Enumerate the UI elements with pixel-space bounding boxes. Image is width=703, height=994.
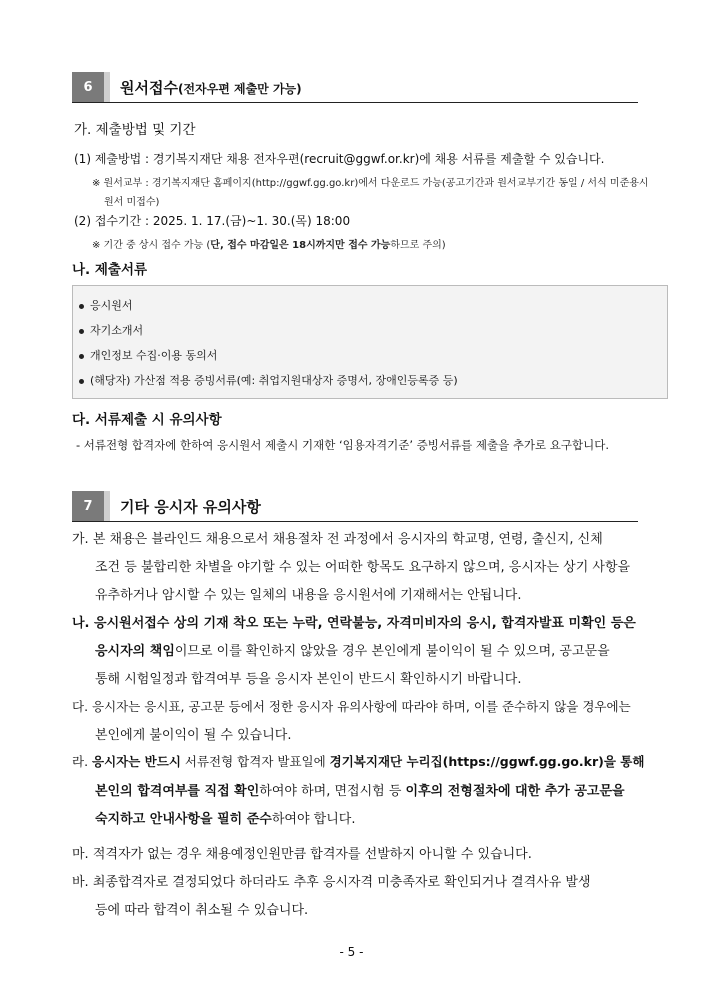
section-7-header	[72, 491, 638, 522]
bullet-icon	[79, 304, 84, 309]
paragraph-ba-1: 바. 최종합격자로 결정되었다 하더라도 추후 응시자격 미충족자로 확인되거나 결격사유 발생	[72, 875, 591, 890]
list-item: 자기소개서	[79, 322, 143, 338]
paragraph-ra-2: 본인의 합격여부를 직접 확인하여야 하며, 면접시험 등 이후의 전형절차에 대한 추가 공고문을	[95, 784, 625, 799]
paragraph-da-2: 본인에게 불이익이 될 수 있습니다.	[95, 728, 292, 743]
documents-heading: 나. 제출서류	[72, 262, 148, 278]
section-6-header	[72, 72, 638, 103]
documents-box	[72, 285, 668, 399]
notes-heading: 다. 서류제출 시 유의사항	[72, 412, 222, 428]
bullet-icon	[79, 329, 84, 334]
submission-period-note: ※ 기간 중 상시 접수 가능 (단, 접수 마감일은 18시까지만 접수 가능하므로 주의)	[92, 240, 446, 251]
paragraph-ra-3: 숙지하고 안내사항을 필히 준수하여야 합니다.	[95, 812, 356, 827]
paragraph-ga-1: 가. 본 채용은 블라인드 채용으로서 채용절차 전 과정에서 응시자의 학교명, 연령, 출신지, 신체	[72, 532, 603, 547]
paragraph-da-1: 다. 응시자는 응시표, 공고문 등에서 정한 응시자 유의사항에 따라야 하며, 이를 준수하지 않을 경우에는	[72, 699, 631, 714]
paragraph-ga-3: 유추하거나 암시할 수 있는 일체의 내용을 응시원서에 기재해서는 안됩니다.	[95, 588, 522, 603]
section-title	[120, 77, 302, 98]
page-number: - 5 -	[339, 945, 364, 959]
section-accent-bar	[104, 491, 110, 521]
bullet-icon	[79, 354, 84, 359]
form-distribution-note-cont: 원서 미접수)	[104, 197, 160, 208]
paragraph-na-2: 응시자의 책임이므로 이를 확인하지 않았을 경우 본인에게 불이익이 될 수 있으며, 공고문을	[95, 644, 610, 659]
submission-period-item: (2) 접수기간 : 2025. 1. 17.(금)~1. 30.(목) 18:00	[74, 214, 351, 228]
list-item: 개인정보 수집·이용 동의서	[79, 347, 217, 363]
bullet-icon	[79, 379, 84, 384]
section-number: 7	[72, 491, 104, 521]
list-item: 응시원서	[79, 297, 133, 313]
paragraph-ga-2: 조건 등 불합리한 차별을 야기할 수 있는 어떠한 항목도 요구하지 않으며, 응시자는 상기 사항을	[95, 560, 631, 575]
section-title: 기타 응시자 유의사항	[120, 498, 261, 516]
section-number: 6	[72, 72, 104, 102]
paragraph-ra-1: 라. 응시자는 반드시 서류전형 합격자 발표일에 경기복지재단 누리집(https://ggwf.gg.go.kr)을 통해	[72, 754, 645, 769]
paragraph-ma-1: 마. 적격자가 없는 경우 채용예정인원만큼 합격자를 선발하지 아니할 수 있습니다.	[72, 847, 532, 862]
section-accent-bar	[104, 72, 110, 102]
section-title-sub: (전자우편 제출만 가능)	[177, 82, 302, 96]
notes-text: - 서류전형 합격자에 한하여 응시원서 제출시 기재한 ‘임용자격기준’ 증빙서류를 제출을 추가로 요구합니다.	[76, 438, 610, 452]
paragraph-ba-2: 등에 따라 합격이 취소될 수 있습니다.	[95, 903, 309, 918]
paragraph-na-1: 나. 응시원서접수 상의 기재 착오 또는 누락, 연락불능, 자격미비자의 응시, 합격자발표 미확인 등은	[72, 616, 636, 631]
paragraph-na-3: 통해 시험일정과 합격여부 등을 응시자 본인이 반드시 확인하시기 바랍니다.	[95, 672, 522, 687]
submission-method-item: (1) 제출방법 : 경기복지재단 채용 전자우편(recruit@ggwf.or.kr)에 채용 서류를 제출할 수 있습니다.	[74, 152, 605, 166]
section-title-main: 원서접수	[120, 79, 178, 97]
form-distribution-note: ※ 원서교부 : 경기복지재단 홈페이지(http://ggwf.gg.go.kr)에서 다운로드 가능(공고기간과 원서교부기간 동일 / 서식 미준용시	[92, 178, 649, 189]
list-item: (해당자) 가산점 적용 증빙서류(예: 취업지원대상자 증명서, 장애인등록증 등)	[79, 372, 458, 388]
submission-method-heading: 가. 제출방법 및 기간	[74, 122, 196, 138]
